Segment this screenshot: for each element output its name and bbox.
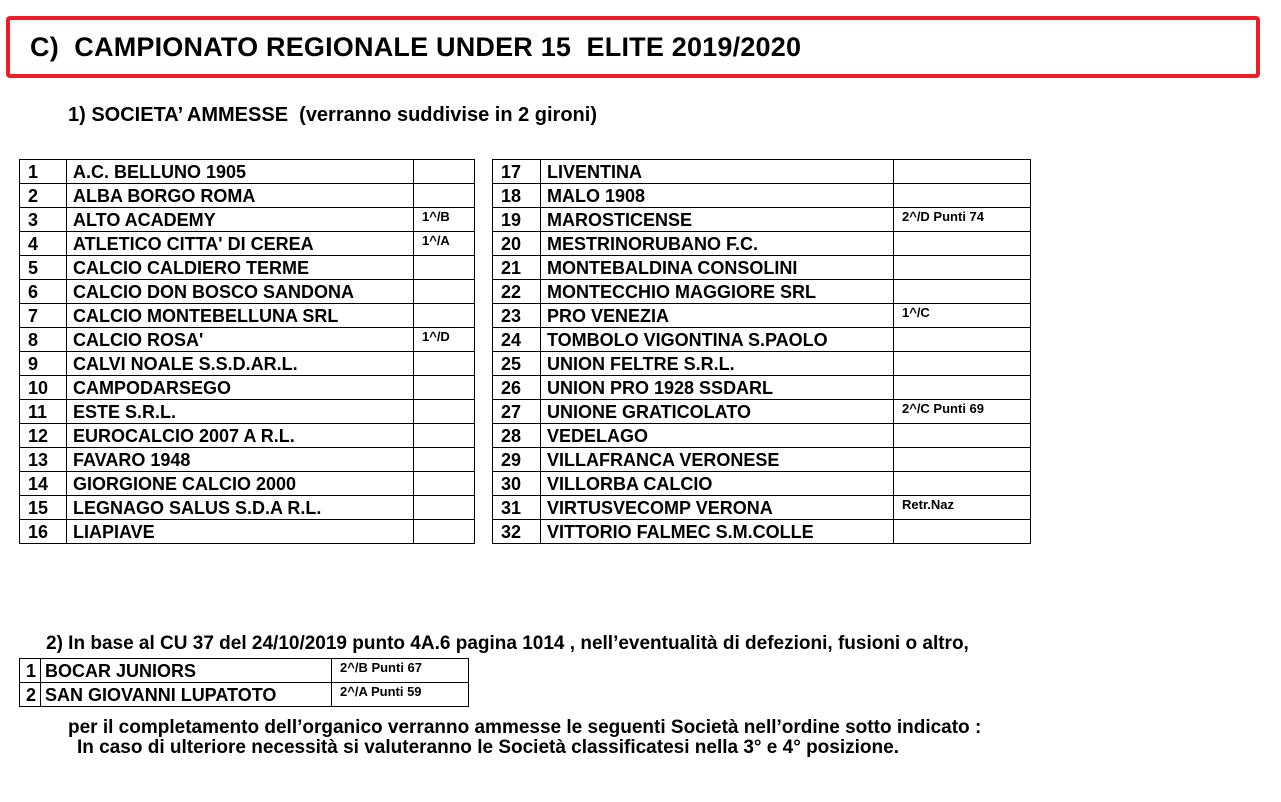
row-number: 2 <box>20 683 41 707</box>
team-name: BOCAR JUNIORS <box>41 659 332 683</box>
table-row <box>20 328 475 352</box>
table-row <box>493 496 1031 520</box>
row-number: 2 <box>20 184 67 208</box>
team-name: SAN GIOVANNI LUPATOTO <box>41 683 332 707</box>
team-name: MAROSTICENSE <box>541 208 894 232</box>
table-row <box>493 208 1031 232</box>
team-note <box>414 472 475 496</box>
row-number: 5 <box>20 256 67 280</box>
team-name: PRO VENEZIA <box>541 304 894 328</box>
team-note <box>414 280 475 304</box>
team-name: CALCIO MONTEBELLUNA SRL <box>67 304 414 328</box>
team-name: CALVI NOALE S.S.D.AR.L. <box>67 352 414 376</box>
row-number: 31 <box>493 496 541 520</box>
team-note <box>414 184 475 208</box>
table-row <box>493 160 1031 184</box>
team-name: MONTECCHIO MAGGIORE SRL <box>541 280 894 304</box>
row-number: 18 <box>493 184 541 208</box>
team-note: 2^/D Punti 74 <box>894 208 1031 232</box>
team-note <box>894 280 1031 304</box>
table-row <box>20 472 475 496</box>
table-row <box>493 256 1031 280</box>
team-note <box>894 328 1031 352</box>
table-row <box>20 208 475 232</box>
row-number: 26 <box>493 376 541 400</box>
team-name: LEGNAGO SALUS S.D.A R.L. <box>67 496 414 520</box>
row-number: 15 <box>20 496 67 520</box>
row-number: 8 <box>20 328 67 352</box>
team-name: LIAPIAVE <box>67 520 414 544</box>
table-row <box>20 683 469 707</box>
team-name: VIRTUSVECOMP VERONA <box>541 496 894 520</box>
team-name: LIVENTINA <box>541 160 894 184</box>
table-row <box>493 520 1031 544</box>
team-name: CALCIO CALDIERO TERME <box>67 256 414 280</box>
table-row <box>493 400 1031 424</box>
team-note <box>414 304 475 328</box>
team-name: VILLAFRANCA VERONESE <box>541 448 894 472</box>
team-name: VEDELAGO <box>541 424 894 448</box>
team-name: UNION FELTRE S.R.L. <box>541 352 894 376</box>
team-note <box>414 400 475 424</box>
table-row <box>493 304 1031 328</box>
team-note: 2^/C Punti 69 <box>894 400 1031 424</box>
table-row <box>20 659 469 683</box>
row-number: 10 <box>20 376 67 400</box>
team-name: A.C. BELLUNO 1905 <box>67 160 414 184</box>
team-note: 2^/A Punti 59 <box>332 683 469 707</box>
table-row <box>20 520 475 544</box>
table-row <box>493 472 1031 496</box>
section2-line2: per il completamento dell’organico verranno ammesse le seguenti Società nell’ordine sotto indicato : <box>68 717 982 738</box>
row-number: 4 <box>20 232 67 256</box>
row-number: 29 <box>493 448 541 472</box>
table-row <box>20 352 475 376</box>
team-note <box>414 424 475 448</box>
team-note <box>894 160 1031 184</box>
team-note <box>894 520 1031 544</box>
team-name: VILLORBA CALCIO <box>541 472 894 496</box>
team-name: UNION PRO 1928 SSDARL <box>541 376 894 400</box>
row-number: 3 <box>20 208 67 232</box>
table-row <box>20 448 475 472</box>
footnote: In caso di ulteriore necessità si valuteranno le Società classificatesi nella 3° e 4° posizione. <box>77 737 899 758</box>
team-name: ATLETICO CITTA' DI CEREA <box>67 232 414 256</box>
row-number: 1 <box>20 659 41 683</box>
team-note: 1^/C <box>894 304 1031 328</box>
team-name: MONTEBALDINA CONSOLINI <box>541 256 894 280</box>
team-note <box>894 184 1031 208</box>
teams-table-right <box>492 159 1031 544</box>
row-number: 23 <box>493 304 541 328</box>
row-number: 22 <box>493 280 541 304</box>
table-row <box>20 232 475 256</box>
team-note <box>414 256 475 280</box>
row-number: 32 <box>493 520 541 544</box>
table-row <box>493 352 1031 376</box>
row-number: 25 <box>493 352 541 376</box>
row-number: 24 <box>493 328 541 352</box>
row-number: 30 <box>493 472 541 496</box>
team-note <box>414 160 475 184</box>
substitutes-table <box>19 658 469 707</box>
team-note: 1^/B <box>414 208 475 232</box>
table-row <box>493 328 1031 352</box>
team-name: CAMPODARSEGO <box>67 376 414 400</box>
table-row <box>20 280 475 304</box>
table-row <box>20 160 475 184</box>
team-note: 1^/D <box>414 328 475 352</box>
table-row <box>20 376 475 400</box>
row-number: 28 <box>493 424 541 448</box>
team-note <box>414 496 475 520</box>
team-name: MESTRINORUBANO F.C. <box>541 232 894 256</box>
table-row <box>20 256 475 280</box>
team-note <box>414 448 475 472</box>
row-number: 11 <box>20 400 67 424</box>
table-row <box>493 424 1031 448</box>
team-note: 2^/B Punti 67 <box>332 659 469 683</box>
table-row <box>20 304 475 328</box>
team-note <box>894 352 1031 376</box>
row-number: 17 <box>493 160 541 184</box>
section2-line1: 2) In base al CU 37 del 24/10/2019 punto 4A.6 pagina 1014 , nell’eventualità di defezioni, fusioni o altro, <box>46 633 969 654</box>
table-row <box>20 184 475 208</box>
row-number: 7 <box>20 304 67 328</box>
row-number: 13 <box>20 448 67 472</box>
row-number: 16 <box>20 520 67 544</box>
team-note: Retr.Naz <box>894 496 1031 520</box>
row-number: 9 <box>20 352 67 376</box>
team-note <box>414 520 475 544</box>
team-name: EUROCALCIO 2007 A R.L. <box>67 424 414 448</box>
table-row <box>20 424 475 448</box>
table-row <box>20 400 475 424</box>
team-note <box>894 376 1031 400</box>
page-title: C) CAMPIONATO REGIONALE UNDER 15 ELITE 2019/2020 <box>30 32 802 62</box>
row-number: 12 <box>20 424 67 448</box>
table-row <box>493 184 1031 208</box>
table-row <box>20 496 475 520</box>
team-name: GIORGIONE CALCIO 2000 <box>67 472 414 496</box>
team-name: TOMBOLO VIGONTINA S.PAOLO <box>541 328 894 352</box>
table-row <box>493 448 1031 472</box>
table-row <box>493 280 1031 304</box>
team-name: CALCIO ROSA' <box>67 328 414 352</box>
row-number: 27 <box>493 400 541 424</box>
row-number: 6 <box>20 280 67 304</box>
team-note <box>414 376 475 400</box>
team-name: ALTO ACADEMY <box>67 208 414 232</box>
section1-heading: 1) SOCIETA’ AMMESSE (verranno suddivise in 2 gironi) <box>68 104 597 126</box>
table-row <box>493 376 1031 400</box>
row-number: 19 <box>493 208 541 232</box>
team-name: ESTE S.R.L. <box>67 400 414 424</box>
table-row <box>493 232 1031 256</box>
title-box <box>6 16 1260 78</box>
team-name: ALBA BORGO ROMA <box>67 184 414 208</box>
team-note <box>894 448 1031 472</box>
team-note <box>894 424 1031 448</box>
team-note <box>894 472 1031 496</box>
team-name: VITTORIO FALMEC S.M.COLLE <box>541 520 894 544</box>
row-number: 14 <box>20 472 67 496</box>
row-number: 20 <box>493 232 541 256</box>
team-name: UNIONE GRATICOLATO <box>541 400 894 424</box>
team-name: CALCIO DON BOSCO SANDONA <box>67 280 414 304</box>
team-name: FAVARO 1948 <box>67 448 414 472</box>
teams-table-left <box>19 159 475 544</box>
team-note: 1^/A <box>414 232 475 256</box>
team-note <box>414 352 475 376</box>
row-number: 21 <box>493 256 541 280</box>
team-name: MALO 1908 <box>541 184 894 208</box>
row-number: 1 <box>20 160 67 184</box>
team-note <box>894 256 1031 280</box>
team-note <box>894 232 1031 256</box>
